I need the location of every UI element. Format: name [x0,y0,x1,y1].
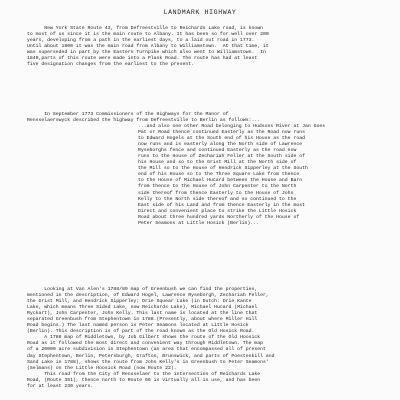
quote-line: the Mill so to the House of Hendrick Sipperley at the South [138,166,308,172]
page-title: LANDMARK HIGHWAY [163,9,237,16]
text-line: Sand Lake in 1788), shows the route from John Kelly's in Greenbush to Peter Seamons' [27,359,269,365]
text-line: A 1788 map of Middletown, by Job Gilbert shows the route of the Old Hoosick [27,335,261,341]
quote-line: to the House of Michael Hucard between the House and Barn [138,178,303,184]
quote-line: runs to the House of Zechariah Feller at the South side of [138,154,305,160]
map-analysis-paragraph [27,287,275,390]
text-line: for at least 230 years. [27,383,94,389]
text-line: Road as it followed the most direct and convenient way through Middletown. The map [27,341,264,347]
text-line: years, developing from a path in the earliest days, to a laid out road in 1773. [27,38,255,44]
text-line: to most of us since it is the main route to Albany. It has been so for well over 200 [27,32,269,38]
text-line: Rensselaerswyck described the highway from Defreestville to Berlin as follows:... [27,118,261,124]
quote-line: Pat or Road thence continued Easterly as the Road now runs [138,130,305,136]
text-line: the Grist Mill, and Hendrick Sipperley; Drie Squear Lake (in Dutch: Drie Kante [27,299,252,305]
quote-line: Direct and convenient place to strike the Little Hosick [138,208,297,214]
quote-line: from thence to the House of John Carpenter to the North [138,184,297,190]
commissioners-paragraph [27,112,260,124]
text-line: (Selmans) on the Little Hoosick Road (now Route 22). [27,365,177,371]
quote-line: East side of his Land and from thence Easterly in the most [138,202,305,208]
text-line: 1849,parts of this route were made into a Plank Road. The route has had at least [27,56,258,62]
text-line: In September 1773 Commissioners of the Highways for the Manor of [27,112,229,117]
quote-line: to Edward Hogels at the South end of his House as the road [138,136,305,142]
quote-line: Kelly to the North side thereof and so continued to the [138,196,297,202]
text-line: separated Greenbush from Stephentown in 1788.(Presently, about where Miller Hill [27,317,258,323]
intro-paragraph [27,26,269,68]
text-line: New York State Route 43, from Defreestville to Reichards Lake road, is known [27,26,264,31]
highway-description-quote [138,124,325,227]
quote-line: side thereof from thence Easterly to the House of John [138,190,294,196]
text-line: was superseded in part by the Eastern Turnpike which also went to Williamstown. In [27,50,266,56]
text-line: Looking at Van Alen's 1788/89 map of Greenbush we can find the properties, [27,287,258,292]
quote-line: his House and so to the Grist Mill at the North side of [138,160,297,166]
quote-line: ...and also one other Road belonging to Hudsons River at Jan Goes [138,124,326,129]
text-line: Road begins.) The last named person is Peter Seamons located at Little Hosick [27,323,249,329]
quote-line: Road about three hundred yards Northerly of the House of [138,214,300,220]
quote-line: Peter Seamons at Little Hosick (Berlin)... [138,220,259,226]
text-line: five designation changes from the earliest to the present. [27,62,194,68]
text-line: Ryckart), John Carpenter, John Kelly. This last name is located at the line that [27,311,258,317]
text-line: This road from the City of Rensselaer to the intersection of Reichards Lake [27,371,261,377]
text-line: Road, (Route 351), thence north to Route 66 is virtually all in use, and has been [27,377,261,383]
quote-line: Ryseborghs fence and continued Easterly as the road now [138,148,297,154]
quote-line: now runs and is easterly along the North side of Lawrence [138,142,303,148]
quote-line: end of his House so to the Three Square Lake from thence [138,172,300,178]
text-line: Until about 1800 it was the main road from Albany to Williamstown. At that time, it [27,44,269,50]
text-line: Lake, which means Three Sided Lake, now Reichards Lake), Michael Hucard (Michael [27,305,258,311]
text-line: of a 20000 acre subdivision in Stephentown (an area that encompassed all of present [27,347,266,353]
text-line: day Stephentown, Berlin, Petersburgh, Grafton, Brunswick, and parts of Poestenkill and [27,353,275,359]
text-line: mentioned in the description, of Edward Hogel, Lawrence Ryseborgh, Zechariah Feller, [27,293,269,299]
text-line: (Berlin). This description is of part of the road known as the Old Hosick Road. [27,329,255,335]
